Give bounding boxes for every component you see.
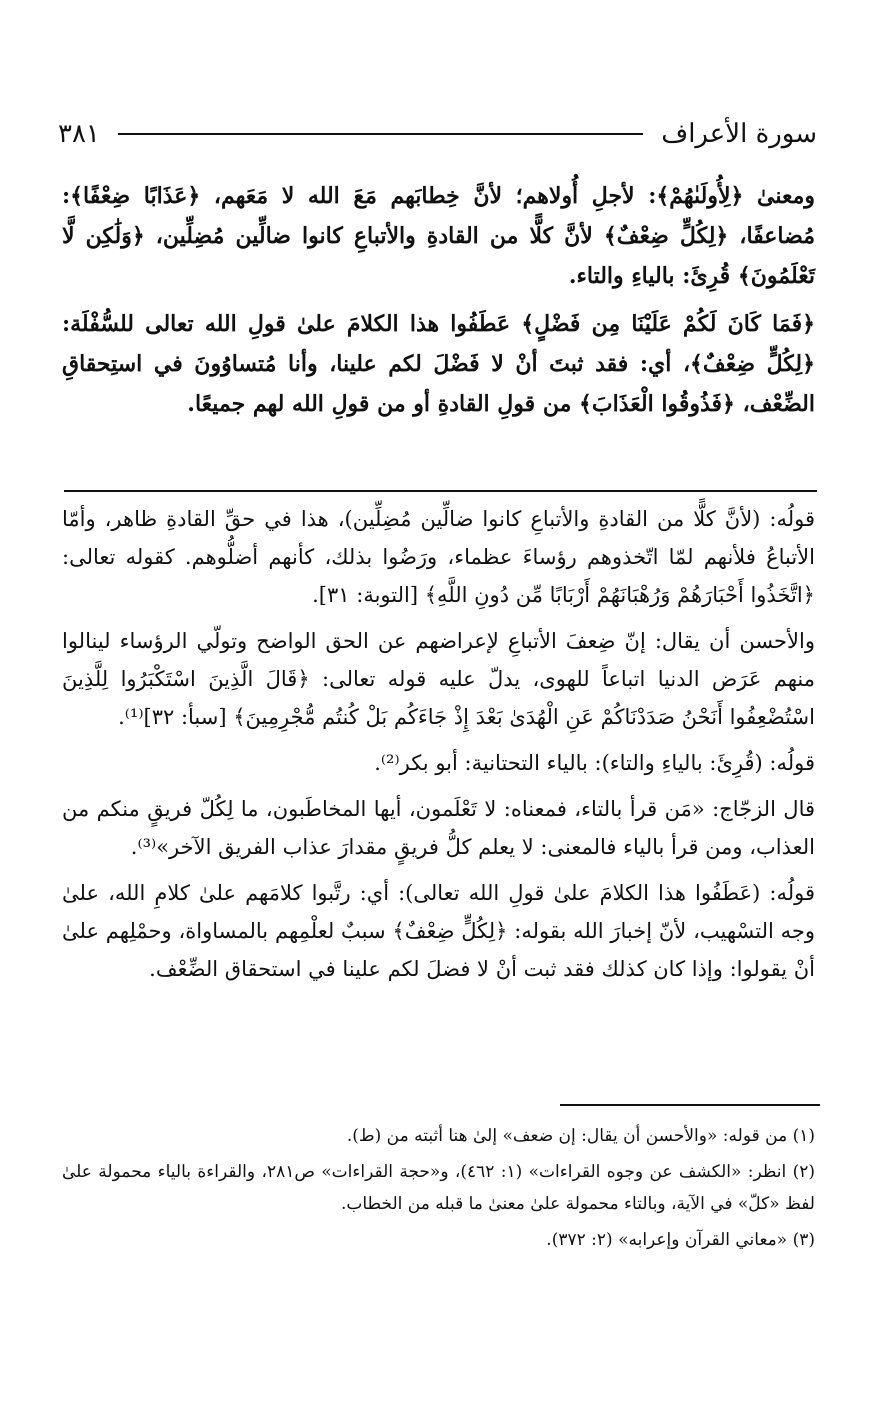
main-paragraph: ومعنىٰ ﴿لِأُولَىٰهُمْ﴾: لأجلِ أُولاهم؛ لأنَّ خِطابَهم مَعَ الله لا مَعَهم، ﴿عَذَابًا ضِعْفًا﴾: مُضاعفًا، ﴿لِكُلٍّ ضِعْفٌ﴾ لأنَّ كلًّا من القادةِ والأتباعِ كانوا ضالِّين مُضِلِّين، ﴿وَلَٰكِن لَّا تَعْلَمُونَ﴾ قُرِئَ: بالياءِ والتاء. <box>62 183 815 289</box>
commentary-paragraph: قولُه: (عَطَفُوا هذا الكلامَ علىٰ قولِ الله تعالى): أي: رتَّبوا كلامَهم علىٰ كلامِ الله، علىٰ وجه التسْهيب، لأنّ إخبارَ الله بقوله: ﴿لِكُلٍّ ضِعْفٌ﴾ سببٌ لعلْمِهم بالمساواة، وحمْلِهم علىٰ أنْ يقولوا: وإذا كان كذلك فقد ثبت أنْ لا فضلَ لكم علينا في استحقاق الضِّعْف. <box>62 881 815 981</box>
footnote-rule <box>560 1104 820 1106</box>
commentary-paragraph: قال الزجّاج: «مَن قرأ بالتاء، فمعناه: لا تَعْلَمون، أيها المخاطَبون، ما لِكُلّ فريقٍ منكم من العذاب، ومن قرأ بالياء فالمعنى: لا يعلم كلُّ فريقٍ مقدارَ عذاب الفريق الآخر»⁽³⁾. <box>62 797 815 859</box>
commentary-paragraph: قولُه: (لأنَّ كلًّا من القادةِ والأتباعِ كانوا ضالِّين مُضِلِّين)، هذا في حقِّ القادةِ ظاهر، وأمّا الأتباعُ فلأنهم لمّا اتّخذوهم رؤساءَ عظماء، ورَضُوا بذلك، كأنهم أضلُّوهم. كقوله تعالى: ﴿اتَّخَذُوا أَحْبَارَهُمْ وَرُهْبَانَهُمْ أَرْبَابًا مِّن دُونِ اللَّهِ﴾ [التوبة: ٣١]. <box>62 507 815 607</box>
commentary-paragraph: قولُه: (قُرِئَ: بالياءِ والتاء): بالياء التحتانية: أبو بكر⁽²⁾. <box>374 751 815 775</box>
main-text <box>62 176 815 432</box>
footnote: (٣) «معاني القرآن وإعرابه» (٢: ٣٧٢). <box>546 1230 815 1250</box>
commentary-text <box>62 500 815 996</box>
footnote: (١) من قوله: «والأحسن أن يقال: إن ضعف» إلىٰ هنا أثبته من (ط). <box>346 1126 815 1146</box>
surah-title: سورة الأعراف <box>661 119 817 149</box>
page-header <box>58 112 817 156</box>
section-divider <box>64 490 817 492</box>
commentary-paragraph: والأحسن أن يقال: إنّ ضِعفَ الأتباعِ لإعراضهم عن الحق الواضح وتولّي الرؤساء لينالوا منهم عَرَض الدنيا اتباعاً للهوى، يدلّ عليه قوله تعالى: ﴿قَالَ الَّذِينَ اسْتَكْبَرُوا لِلَّذِينَ اسْتُضْعِفُوا أَنَحْنُ صَدَدْنَاكُمْ عَنِ الْهُدَىٰ بَعْدَ إِذْ جَاءَكُم بَلْ كُنتُم مُّجْرِمِينَ﴾ [سبأ: ٣٢]⁽¹⁾. <box>62 629 815 729</box>
footnotes <box>62 1120 815 1260</box>
main-paragraph: ﴿فَمَا كَانَ لَكُمْ عَلَيْنَا مِن فَضْلٍ﴾ عَطَفُوا هذا الكلامَ علىٰ قولِ الله تعالى للسُّفْلَة: ﴿لِكُلٍّ ضِعْفٌ﴾، أي: فقد ثبتَ أنْ لا فَضْلَ لكم علينا، وأنا مُتساوُونَ في استِحقاقِ الضِّعْف، ﴿فَذُوقُوا الْعَذَابَ﴾ من قولِ القادةِ أو من قولِ الله لهم جميعًا. <box>62 311 815 417</box>
header-rule <box>118 133 643 135</box>
page-number: ٣٨١ <box>58 119 100 149</box>
footnote: (٢) انظر: «الكشف عن وجوه القراءات» (١: ٤٦٢)، و«حجة القراءات» ص٢٨١، والقراءة بالياء محمولة علىٰ لفظ «كلّ» في الآية، وبالتاء محمولة علىٰ معنىٰ ما قبله من الخطاب. <box>62 1162 815 1214</box>
